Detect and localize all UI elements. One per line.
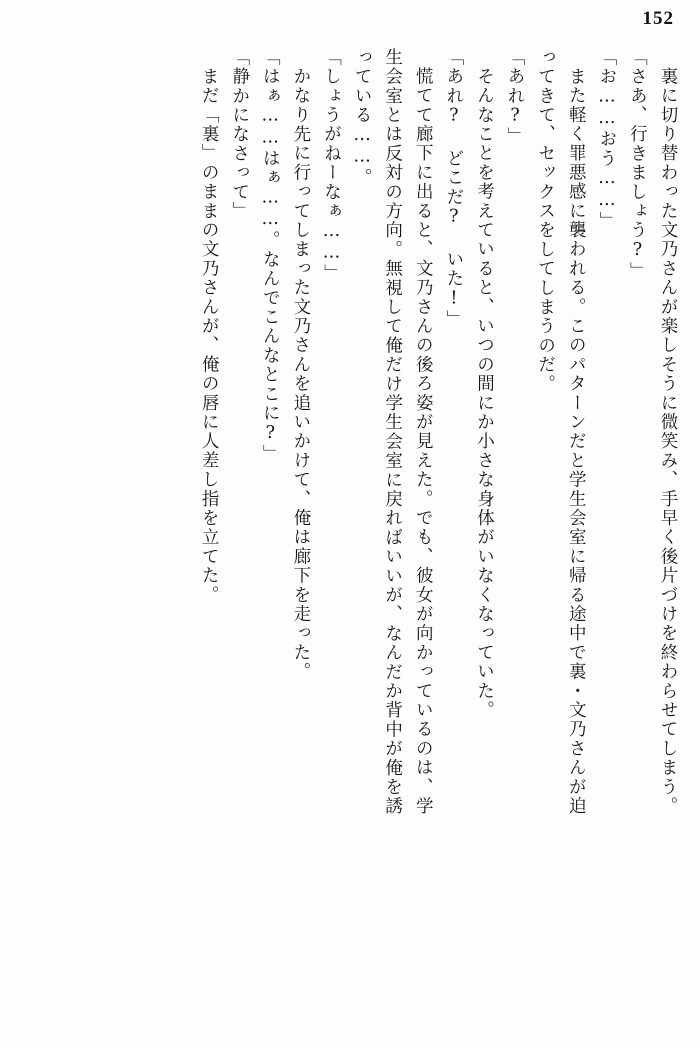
text-line: 「あれ? どこだ? いた!」 — [443, 48, 464, 330]
page-number: 152 — [642, 8, 674, 29]
text-line: また軽く罪悪感に襲われる。このパターンだと学生会室に帰る途中で裏・文乃さんが迫 — [566, 67, 587, 816]
text-line: まだ「裏」のままの文乃さんが、俺の唇に人差し指を立てた。 — [199, 67, 220, 605]
text-line: 「しょうがねーなぁ……」 — [321, 48, 342, 284]
text-line: 生会室とは反対の方向。無視して俺だけ学生会室に戻ればいいが、なんだか背中が俺を誘 — [382, 48, 403, 816]
text-line: 「お……おう……」 — [596, 48, 617, 231]
text-line: かなり先に行ってしまった文乃さんを追いかけて、俺は廊下を走った。 — [290, 67, 311, 682]
text-line: ってきて、セックスをしてしまうのだ。 — [535, 48, 556, 394]
text-line: 「さあ、行きましょう?」 — [627, 48, 648, 281]
text-line: 慌てて廊下に出ると、文乃さんの後ろ姿が見えた。でも、彼女が向かっているのは、学 — [413, 67, 434, 816]
text-line: 「はぁ……はぁ……。なんでこんなとこに?」 — [260, 48, 281, 464]
text-line: 「あれ?」 — [505, 48, 526, 147]
text-line: 裏に切り替わった文乃さんが楽しそうに微笑み、手早く後片づけを終わらせてしまう。 — [658, 67, 678, 816]
text-line: っている……。 — [352, 48, 373, 188]
text-line: そんなことを考えていると、いつの間にか小さな身体がいなくなっていた。 — [474, 67, 495, 720]
text-line: 「静かになさって」 — [229, 48, 250, 221]
body-text-block — [24, 48, 676, 1034]
